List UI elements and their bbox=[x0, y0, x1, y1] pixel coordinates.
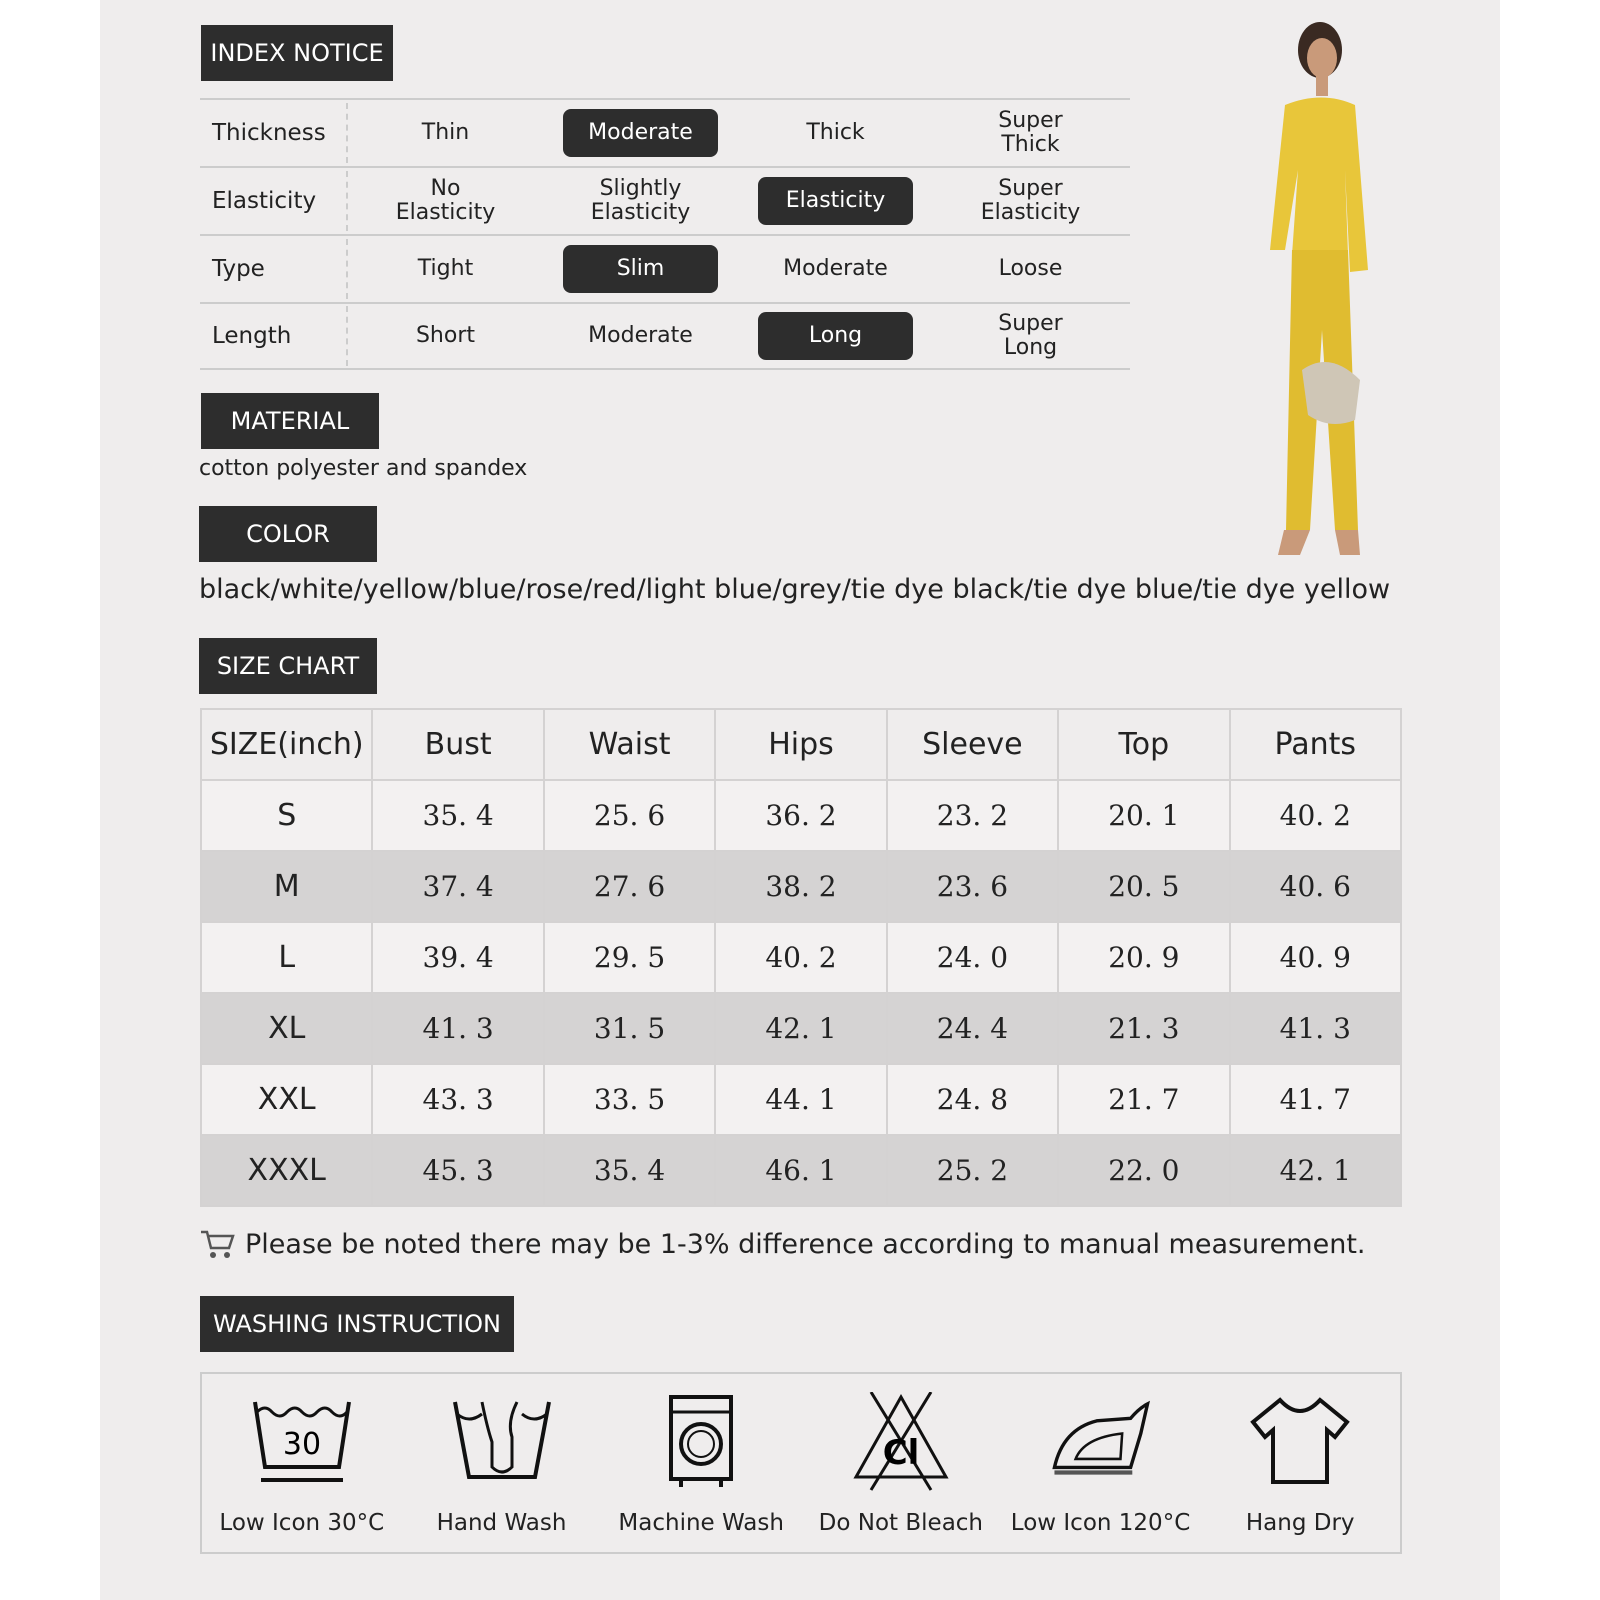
option-label: No Elasticity bbox=[395, 176, 496, 225]
measurement-cell: 35. 4 bbox=[372, 780, 543, 851]
column-header: Bust bbox=[372, 709, 543, 780]
index-notice-table bbox=[200, 98, 1130, 370]
measurement-cell: 25. 2 bbox=[887, 1135, 1058, 1206]
column-header: Top bbox=[1058, 709, 1229, 780]
column-header: Waist bbox=[544, 709, 715, 780]
measurement-cell: 20. 5 bbox=[1058, 851, 1229, 922]
size-chart-heading: SIZE CHART bbox=[199, 638, 377, 694]
size-cell: L bbox=[201, 922, 372, 993]
washing-machine-icon bbox=[646, 1392, 756, 1492]
column-header: Hips bbox=[715, 709, 886, 780]
table-row bbox=[201, 993, 1401, 1064]
table-row bbox=[201, 1135, 1401, 1206]
measurement-cell: 24. 0 bbox=[887, 922, 1058, 993]
measurement-cell: 39. 4 bbox=[372, 922, 543, 993]
measurement-cell: 25. 6 bbox=[544, 780, 715, 851]
wash-item bbox=[1001, 1374, 1201, 1552]
index-notice-heading: INDEX NOTICE bbox=[201, 25, 393, 81]
wash-label: Hang Dry bbox=[1245, 1510, 1355, 1536]
wash-temp: 30 bbox=[282, 1427, 321, 1462]
measurement-cell: 40. 9 bbox=[1230, 922, 1401, 993]
notice-option bbox=[738, 312, 933, 360]
notice-option bbox=[543, 245, 738, 293]
table-row bbox=[201, 780, 1401, 851]
measurement-cell: 40. 2 bbox=[1230, 780, 1401, 851]
measurement-cell: 29. 5 bbox=[544, 922, 715, 993]
bleach-glyph: Cl bbox=[882, 1433, 920, 1473]
note-text: Please be noted there may be 1-3% difference according to manual measurement. bbox=[245, 1228, 1366, 1260]
option-label: Super Long bbox=[998, 311, 1063, 360]
selected-option: Slim bbox=[563, 245, 718, 293]
measurement-cell: 46. 1 bbox=[715, 1135, 886, 1206]
wash-item bbox=[601, 1374, 801, 1552]
material-heading: MATERIAL bbox=[201, 393, 379, 449]
shopping-cart-icon bbox=[199, 1228, 235, 1260]
notice-row-thickness bbox=[200, 98, 1130, 166]
option-label: Super Elasticity bbox=[980, 176, 1081, 225]
option-label: Loose bbox=[998, 256, 1063, 281]
measurement-note bbox=[199, 1228, 1366, 1260]
measurement-cell: 31. 5 bbox=[544, 993, 715, 1064]
notice-option bbox=[738, 177, 933, 225]
color-text: black/white/yellow/blue/rose/red/light blue/grey/tie dye black/tie dye blue/tie dye yellow bbox=[199, 574, 1391, 605]
material-text: cotton polyester and spandex bbox=[199, 456, 528, 481]
measurement-cell: 41. 7 bbox=[1230, 1064, 1401, 1135]
tshirt-icon bbox=[1245, 1392, 1355, 1492]
notice-option bbox=[543, 322, 738, 350]
model-photo bbox=[1230, 10, 1420, 570]
column-header: Sleeve bbox=[887, 709, 1058, 780]
wash-label: Do Not Bleach bbox=[818, 1510, 984, 1536]
measurement-cell: 24. 4 bbox=[887, 993, 1058, 1064]
size-cell: S bbox=[201, 780, 372, 851]
notice-row-type bbox=[200, 234, 1130, 302]
measurement-cell: 35. 4 bbox=[544, 1135, 715, 1206]
measurement-cell: 23. 2 bbox=[887, 780, 1058, 851]
wash-label: Low Icon 30°C bbox=[219, 1510, 385, 1536]
option-label: Tight bbox=[417, 256, 474, 281]
size-cell: M bbox=[201, 851, 372, 922]
option-label: Moderate bbox=[588, 323, 693, 348]
size-cell: XXL bbox=[201, 1064, 372, 1135]
measurement-cell: 41. 3 bbox=[372, 993, 543, 1064]
measurement-cell: 33. 5 bbox=[544, 1064, 715, 1135]
notice-option bbox=[933, 107, 1128, 159]
size-chart-table bbox=[200, 708, 1402, 1207]
notice-option bbox=[738, 255, 933, 283]
measurement-cell: 41. 3 bbox=[1230, 993, 1401, 1064]
hand-wash-icon bbox=[447, 1392, 557, 1492]
notice-option bbox=[738, 119, 933, 147]
notice-option bbox=[543, 175, 738, 227]
selected-option: Long bbox=[758, 312, 913, 360]
notice-label: Elasticity bbox=[200, 171, 348, 231]
table-row bbox=[201, 851, 1401, 922]
measurement-cell: 40. 2 bbox=[715, 922, 886, 993]
option-label: Moderate bbox=[783, 256, 888, 281]
measurement-cell: 27. 6 bbox=[544, 851, 715, 922]
wash-item bbox=[402, 1374, 602, 1552]
option-label: Slightly Elasticity bbox=[590, 176, 691, 225]
measurement-cell: 38. 2 bbox=[715, 851, 886, 922]
notice-option bbox=[348, 175, 543, 227]
color-heading: COLOR bbox=[199, 506, 377, 562]
measurement-cell: 43. 3 bbox=[372, 1064, 543, 1135]
no-bleach-icon bbox=[846, 1392, 956, 1492]
measurement-cell: 21. 3 bbox=[1058, 993, 1229, 1064]
measurement-cell: 40. 6 bbox=[1230, 851, 1401, 922]
option-label: Thick bbox=[806, 120, 865, 145]
column-header: Pants bbox=[1230, 709, 1401, 780]
wash-label: Machine Wash bbox=[618, 1510, 784, 1536]
notice-option bbox=[543, 109, 738, 157]
measurement-cell: 22. 0 bbox=[1058, 1135, 1229, 1206]
notice-label: Type bbox=[200, 239, 348, 299]
notice-option bbox=[348, 119, 543, 147]
selected-option: Elasticity bbox=[758, 177, 913, 225]
notice-option bbox=[933, 175, 1128, 227]
selected-option: Moderate bbox=[563, 109, 718, 157]
measurement-cell: 24. 8 bbox=[887, 1064, 1058, 1135]
notice-row-elasticity bbox=[200, 166, 1130, 234]
option-label: Thin bbox=[421, 120, 470, 145]
measurement-cell: 20. 9 bbox=[1058, 922, 1229, 993]
measurement-cell: 37. 4 bbox=[372, 851, 543, 922]
notice-row-length bbox=[200, 302, 1130, 370]
washing-heading: WASHING INSTRUCTION bbox=[200, 1296, 514, 1352]
notice-option bbox=[933, 310, 1128, 362]
wash-label: Hand Wash bbox=[436, 1510, 567, 1536]
notice-label: Length bbox=[200, 306, 348, 366]
column-header: SIZE(inch) bbox=[201, 709, 372, 780]
notice-option bbox=[933, 255, 1128, 283]
measurement-cell: 36. 2 bbox=[715, 780, 886, 851]
measurement-cell: 23. 6 bbox=[887, 851, 1058, 922]
table-row bbox=[201, 922, 1401, 993]
washing-instructions bbox=[200, 1372, 1402, 1554]
notice-option bbox=[348, 255, 543, 283]
notice-label: Thickness bbox=[200, 103, 348, 163]
measurement-cell: 42. 1 bbox=[715, 993, 886, 1064]
table-row bbox=[201, 1064, 1401, 1135]
size-cell: XL bbox=[201, 993, 372, 1064]
wash-item bbox=[801, 1374, 1001, 1552]
notice-option bbox=[348, 322, 543, 350]
measurement-cell: 44. 1 bbox=[715, 1064, 886, 1135]
measurement-cell: 20. 1 bbox=[1058, 780, 1229, 851]
option-label: Short bbox=[415, 323, 476, 348]
wash-label: Low Icon 120°C bbox=[1010, 1510, 1191, 1536]
wash-30-icon bbox=[247, 1392, 357, 1492]
measurement-cell: 21. 7 bbox=[1058, 1064, 1229, 1135]
size-cell: XXXL bbox=[201, 1135, 372, 1206]
option-label: Super Thick bbox=[998, 108, 1063, 157]
measurement-cell: 45. 3 bbox=[372, 1135, 543, 1206]
measurement-cell: 42. 1 bbox=[1230, 1135, 1401, 1206]
wash-item bbox=[202, 1374, 402, 1552]
iron-icon bbox=[1046, 1392, 1156, 1492]
wash-item bbox=[1200, 1374, 1400, 1552]
